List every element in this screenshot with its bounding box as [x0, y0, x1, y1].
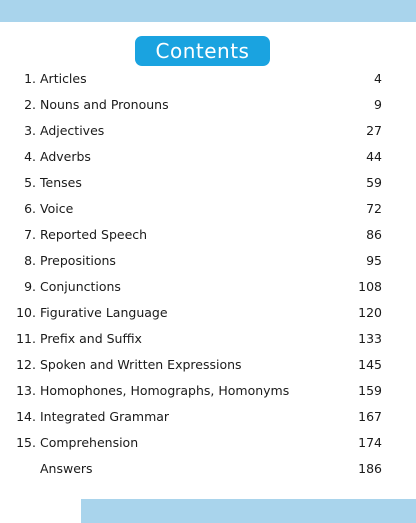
- toc-entry-integrated-grammar[interactable]: [0, 404, 416, 430]
- toc-entry-spoken-and-written-expressions[interactable]: [0, 352, 416, 378]
- toc-entry-adverbs[interactable]: [0, 144, 416, 170]
- toc-entry-title: Adverbs: [40, 149, 91, 164]
- toc-entry-tenses[interactable]: [0, 170, 416, 196]
- toc-entry-number: 5.: [24, 175, 36, 190]
- toc-entry-number: 15.: [16, 435, 36, 450]
- toc-entry-title: Voice: [40, 201, 74, 216]
- toc-entry-title: Tenses: [40, 175, 82, 190]
- toc-entry-page: 174: [358, 435, 382, 450]
- toc-entry-number: 1.: [24, 71, 36, 86]
- toc-entry-prefix-and-suffix[interactable]: [0, 326, 416, 352]
- toc-entry-title: Answers: [40, 461, 93, 476]
- toc-entry-page: 95: [366, 253, 382, 268]
- toc-entry-conjunctions[interactable]: [0, 274, 416, 300]
- toc-entry-page: 44: [366, 149, 382, 164]
- toc-entry-page: 167: [358, 409, 382, 424]
- toc-entry-number: 10.: [16, 305, 36, 320]
- toc-entry-title: Articles: [40, 71, 87, 86]
- toc-entry-number: 13.: [16, 383, 36, 398]
- bottom-decorative-band: [81, 499, 416, 523]
- toc-entry-number: 12.: [16, 357, 36, 372]
- toc-entry-page: 186: [358, 461, 382, 476]
- toc-entry-page: 59: [366, 175, 382, 190]
- toc-entry-number: 11.: [16, 331, 36, 346]
- toc-entry-nouns-and-pronouns[interactable]: [0, 92, 416, 118]
- toc-entry-page: 145: [358, 357, 382, 372]
- toc-entry-title: Comprehension: [40, 435, 139, 450]
- toc-entry-number: 8.: [24, 253, 36, 268]
- toc-entry-title: Prepositions: [40, 253, 116, 268]
- toc-entry-page: 72: [366, 201, 382, 216]
- toc-entry-title: Spoken and Written Expressions: [40, 357, 242, 372]
- toc-entry-title: Conjunctions: [40, 279, 121, 294]
- toc-entry-number: 9.: [24, 279, 36, 294]
- toc-entry-number: 6.: [24, 201, 36, 216]
- toc-entry-voice[interactable]: [0, 196, 416, 222]
- toc-entry-figurative-language[interactable]: [0, 300, 416, 326]
- table-of-contents: [0, 66, 416, 482]
- toc-entry-page: 9: [374, 97, 382, 112]
- toc-entry-page: 133: [358, 331, 382, 346]
- toc-entry-page: 159: [358, 383, 382, 398]
- toc-entry-title: Reported Speech: [40, 227, 148, 242]
- toc-entry-articles[interactable]: [0, 66, 416, 92]
- toc-entry-page: 108: [358, 279, 382, 294]
- toc-entry-number: 4.: [24, 149, 36, 164]
- toc-entry-number: 7.: [24, 227, 36, 242]
- toc-entry-page: 120: [358, 305, 382, 320]
- toc-entry-answers[interactable]: [0, 456, 416, 482]
- toc-entry-number: 2.: [24, 97, 36, 112]
- toc-entry-page: 4: [374, 71, 382, 86]
- toc-entry-title: Homophones, Homographs, Homonyms: [40, 383, 290, 398]
- toc-entry-number: 14.: [16, 409, 36, 424]
- toc-entry-number: 3.: [24, 123, 36, 138]
- toc-entry-adjectives[interactable]: [0, 118, 416, 144]
- top-decorative-band: [0, 0, 416, 22]
- contents-heading: Contents: [135, 36, 270, 66]
- toc-entry-title: Figurative Language: [40, 305, 168, 320]
- toc-entry-prepositions[interactable]: [0, 248, 416, 274]
- toc-entry-reported-speech[interactable]: [0, 222, 416, 248]
- toc-entry-page: 27: [366, 123, 382, 138]
- toc-entry-comprehension[interactable]: [0, 430, 416, 456]
- toc-entry-title: Adjectives: [40, 123, 105, 138]
- toc-entry-title: Integrated Grammar: [40, 409, 170, 424]
- toc-entry-title: Prefix and Suffix: [40, 331, 142, 346]
- toc-entry-page: 86: [366, 227, 382, 242]
- toc-entry-title: Nouns and Pronouns: [40, 97, 169, 112]
- toc-entry-homophones-homographs-homonyms[interactable]: [0, 378, 416, 404]
